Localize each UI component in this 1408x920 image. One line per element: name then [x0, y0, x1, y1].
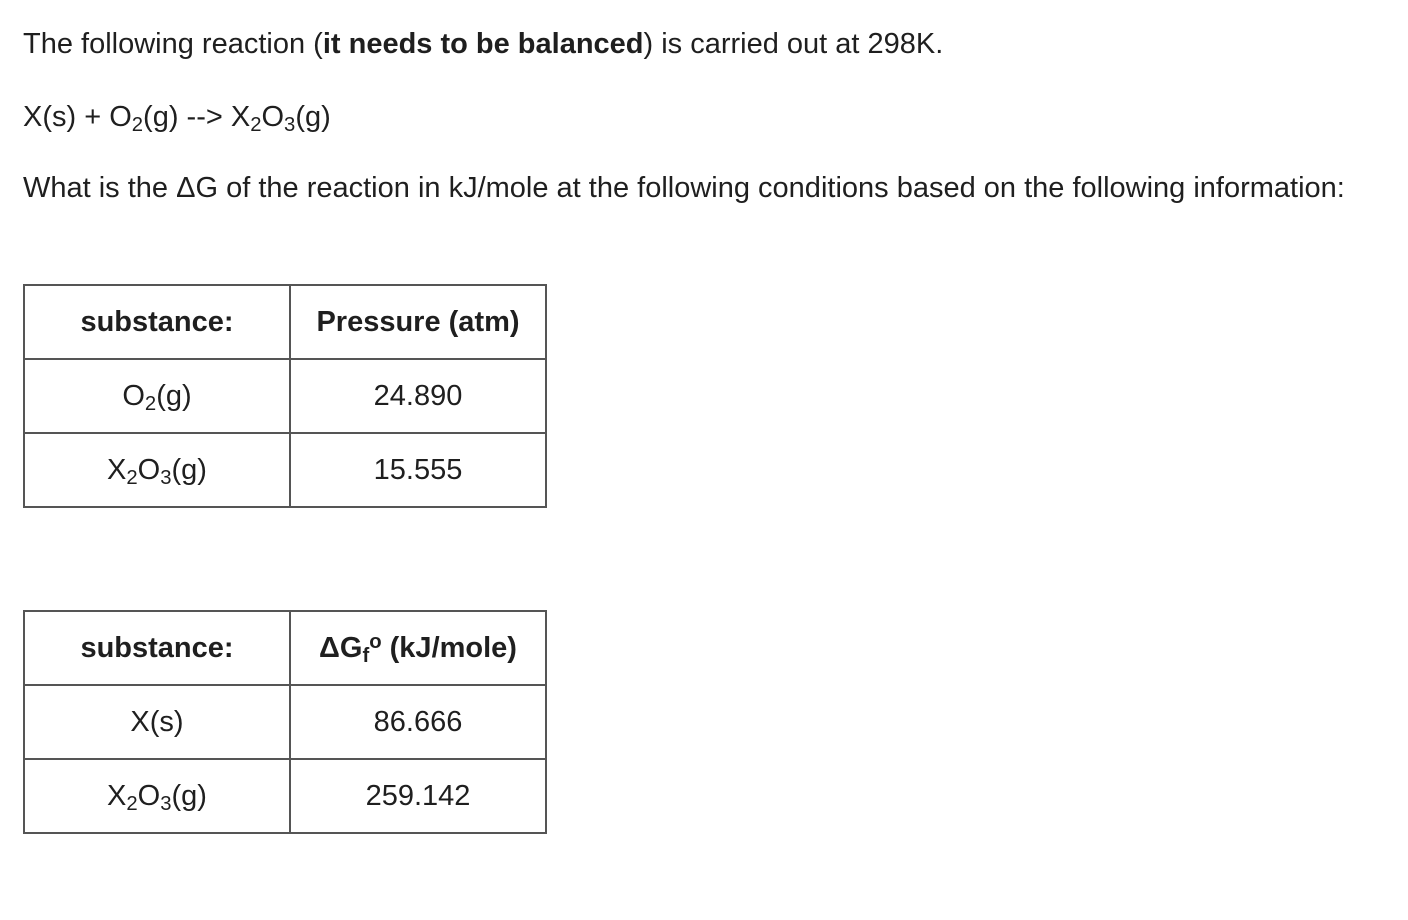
- formula-base: O: [122, 379, 145, 412]
- pressure-value-cell: 24.890: [290, 359, 546, 433]
- formula-base: X: [107, 779, 127, 812]
- formula-subscript: 2: [126, 792, 138, 815]
- formula-middle: O: [137, 453, 161, 486]
- pressure-header: Pressure (atm): [290, 285, 546, 359]
- gibbs-energy-table: [23, 610, 547, 834]
- substance-header: substance:: [24, 611, 290, 685]
- equation-product-state: (g): [295, 101, 331, 133]
- intro-sentence: [23, 20, 943, 68]
- formula-state: (g): [156, 379, 192, 412]
- equation-arrow: (g) --> X: [143, 101, 251, 133]
- formula-middle: O: [137, 779, 161, 812]
- formula-subscript: 3: [160, 792, 172, 815]
- question-text: What is the ΔG of the reaction in kJ/mole at the following conditions based on the following information:: [23, 172, 1345, 204]
- table-row: [24, 433, 546, 507]
- degree-superscript: o: [369, 630, 382, 653]
- intro-text-start: The following reaction (: [23, 28, 323, 60]
- table-header-row: [24, 611, 546, 685]
- gibbs-header: [290, 611, 546, 685]
- substance-cell: [24, 759, 290, 833]
- intro-bold-text: it needs to be balanced: [322, 28, 644, 60]
- reaction-equation: [23, 93, 331, 141]
- gibbs-value-cell: 86.666: [290, 685, 546, 759]
- substance-cell: [24, 359, 290, 433]
- pressure-table: [23, 284, 547, 508]
- equation-o-subscript: 3: [284, 114, 296, 137]
- gibbs-subscript: f: [362, 644, 370, 667]
- pressure-value-cell: 15.555: [290, 433, 546, 507]
- formula-subscript: 3: [160, 466, 172, 489]
- table-row: [24, 359, 546, 433]
- formula-subscript: 2: [144, 392, 157, 415]
- gibbs-symbol: ΔG: [319, 631, 363, 664]
- formula-subscript: 2: [126, 466, 138, 489]
- formula-state: (g): [171, 779, 207, 812]
- table-row: [24, 685, 546, 759]
- substance-cell: X(s): [24, 685, 290, 759]
- substance-header: substance:: [24, 285, 290, 359]
- formula-state: (g): [171, 453, 207, 486]
- equation-o2-subscript: 2: [131, 114, 144, 137]
- equation-oxygen: O: [261, 101, 285, 133]
- equation-reactants: X(s) + O: [23, 101, 132, 133]
- formula-base: X: [107, 453, 127, 486]
- substance-cell: [24, 433, 290, 507]
- intro-text-end: ) is carried out at 298K.: [643, 28, 944, 60]
- gibbs-value-cell: 259.142: [290, 759, 546, 833]
- equation-x-subscript: 2: [250, 114, 262, 137]
- table-header-row: [24, 285, 546, 359]
- table-row: [24, 759, 546, 833]
- gibbs-units: (kJ/mole): [381, 631, 517, 664]
